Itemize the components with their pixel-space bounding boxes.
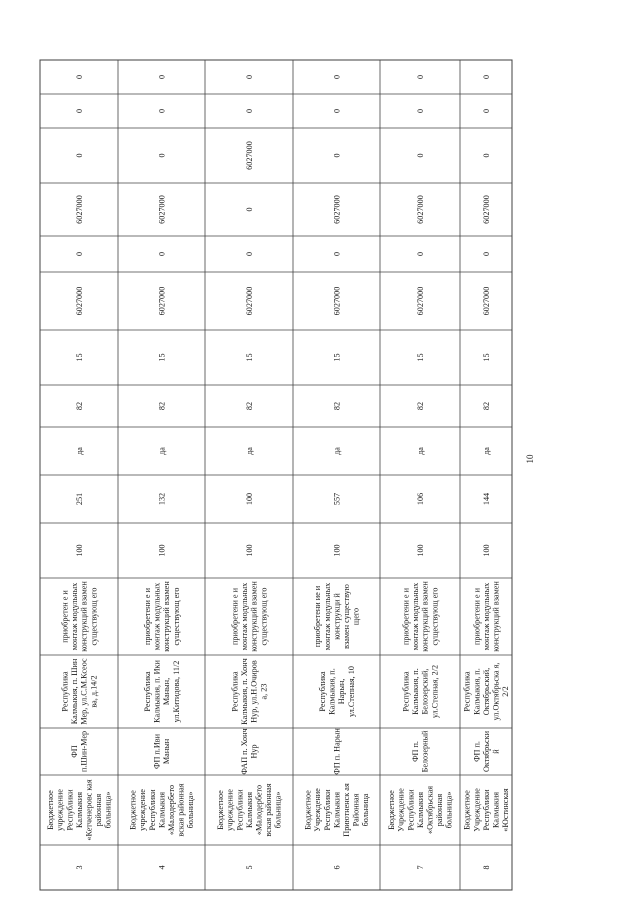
cell-address: РеспубликаКалмыкия, п.Белозерский,ул.Степная, 2/2 xyxy=(401,664,440,719)
cell-c15: 0 xyxy=(415,108,425,114)
cell-c13: 0 xyxy=(244,207,254,212)
cell-c11: 6027000 xyxy=(481,286,491,316)
cell-address: РеспубликаКалмыкия, п. ШинМер, ул.С.М.Ксеосва, д.14/2 xyxy=(60,658,99,725)
cell-c14: 6027000 xyxy=(244,141,254,170)
cell-c16: 0 xyxy=(157,74,167,80)
cell-object: ФП п.Октябрьский xyxy=(472,730,501,773)
cell-c14: 0 xyxy=(332,153,342,158)
cell-object: ФАП п. ХончНур xyxy=(240,728,259,775)
cell-c14: 0 xyxy=(415,153,425,158)
cell-work: приобретени е имонтаж модульныхконструкций взаменсуществующ его xyxy=(230,581,269,652)
cell-c13: 6027000 xyxy=(74,195,84,224)
cell-pct: 100 xyxy=(157,544,167,557)
cell-c14: 0 xyxy=(157,153,167,158)
cell-c13: 6027000 xyxy=(157,195,167,224)
cell-c15: 0 xyxy=(244,108,254,114)
cell-object: ФПп.Шин-Мер xyxy=(70,730,89,773)
cell-work: приобретени е имонтаж модульныхконструкций взаменсуществующ его xyxy=(142,581,181,652)
page-number: 10 xyxy=(525,454,535,464)
cell-c15: 0 xyxy=(481,108,491,114)
cell-c11: 6027000 xyxy=(332,286,342,316)
cell-c12: 0 xyxy=(74,251,84,257)
cell-c11: 6027000 xyxy=(157,286,167,316)
cell-object: ФП п.ИвиМанын xyxy=(152,733,172,770)
cell-c15: 0 xyxy=(332,108,342,114)
cell-work: приобретени е имонтаж модульныхконструкций взамен xyxy=(472,581,501,652)
table-row xyxy=(216,75,283,870)
cell-institution: БюджетноеУчреждениеРеспубликиКалмыкия«Октябрьскаярайоннаябольница» xyxy=(387,786,454,834)
cell-c9: 82 xyxy=(415,401,425,411)
cell-c7: 557 xyxy=(332,492,342,506)
cell-address: РеспубликаКалмыкия, п. ИкиМанын,ул.Китидова, 11/2 xyxy=(142,660,181,723)
cell-c11: 6027000 xyxy=(244,286,254,316)
table-row xyxy=(387,75,454,870)
cell-pct: 100 xyxy=(244,544,254,557)
cell-c8: да xyxy=(74,447,84,455)
cell-num: 7 xyxy=(415,865,425,870)
cell-c7: 144 xyxy=(481,492,491,506)
cell-num: 4 xyxy=(157,865,167,870)
cell-c7: 132 xyxy=(157,492,167,506)
cell-c9: 82 xyxy=(244,401,254,411)
cell-pct: 100 xyxy=(415,544,425,557)
cell-c15: 0 xyxy=(157,108,167,114)
cell-object: ФП п.Белозерный xyxy=(411,730,430,773)
cell-address: РеспубликаКалмыкия, п.Октябрьский,ул.Октябрьска я,2/2 xyxy=(462,662,511,721)
cell-c10: 15 xyxy=(332,353,342,362)
table-row xyxy=(463,75,510,870)
cell-c7: 251 xyxy=(74,492,84,506)
table-grid xyxy=(40,60,512,890)
cell-c12: 0 xyxy=(415,251,425,257)
cell-c8: да xyxy=(244,447,254,455)
table-row xyxy=(304,75,371,870)
cell-c9: 82 xyxy=(74,401,84,411)
table-row xyxy=(129,75,196,870)
cell-work: приобретени ие имонтаж модульныхконструкци йвзамен существующего xyxy=(313,582,361,651)
cell-institution: БюджетноеучреждениеРеспубликиКалмыкия«Малодербетовская районнаябольница» xyxy=(128,783,196,837)
cell-c12: 0 xyxy=(244,251,254,257)
cell-work: приобретен е имонтаж модульныхконструкций взаменсуществующ его xyxy=(60,581,99,652)
cell-c16: 0 xyxy=(244,74,254,80)
cell-c13: 6027000 xyxy=(415,195,425,224)
cell-pct: 100 xyxy=(481,544,491,557)
cell-num: 3 xyxy=(74,865,84,870)
cell-num: 6 xyxy=(332,865,342,870)
cell-num: 8 xyxy=(481,865,491,870)
cell-c7: 106 xyxy=(415,492,425,506)
cell-address: РеспубликаКалмыкия, п.Нарын,ул.Степная, 10 xyxy=(317,666,356,717)
cell-institution: БюджетноеучреждениеРеспубликиКалмыкия«Малодербетовская районнаябольница» xyxy=(216,783,283,837)
cell-c14: 0 xyxy=(481,153,491,158)
cell-object: ФП п. Нарын xyxy=(332,728,342,775)
cell-c7: 100 xyxy=(244,492,254,506)
cell-c10: 15 xyxy=(415,353,425,362)
cell-c12: 0 xyxy=(332,251,342,257)
cell-pct: 100 xyxy=(332,544,342,557)
cell-c10: 15 xyxy=(74,353,84,362)
cell-c16: 0 xyxy=(332,74,342,80)
cell-c16: 0 xyxy=(481,74,491,80)
cell-c16: 0 xyxy=(415,74,425,80)
cell-c10: 15 xyxy=(481,353,491,362)
cell-c10: 15 xyxy=(244,353,254,362)
cell-c14: 0 xyxy=(74,153,84,158)
cell-work: приобретени е имонтаж модульныхконструкций взаменсуществующ его xyxy=(401,581,440,652)
cell-c10: 15 xyxy=(157,353,167,362)
cell-c8: да xyxy=(157,447,167,455)
cell-pct: 100 xyxy=(74,544,84,557)
cell-c8: да xyxy=(415,447,425,455)
cell-c12: 0 xyxy=(157,251,167,257)
cell-institution: БюджетноеУчреждениеРеспубликиКалмыкияПриютненск аяРайоннаябольница xyxy=(303,783,371,837)
cell-c16: 0 xyxy=(74,74,84,80)
cell-institution: БюджетноеучреждениеРеспубликиКалмыкия«Кетченеровс каярайоннаябольница» xyxy=(46,779,113,841)
cell-c9: 82 xyxy=(332,401,342,411)
cell-num: 5 xyxy=(244,865,254,870)
cell-c9: 82 xyxy=(157,401,167,411)
cell-c8: да xyxy=(481,447,491,455)
cell-c13: 6027000 xyxy=(481,195,491,224)
cell-c15: 0 xyxy=(74,108,84,114)
cell-c11: 6027000 xyxy=(74,286,84,316)
table-row xyxy=(46,75,113,870)
cell-institution: БюджетноеУчреждениеРеспубликиКалмыкия«Юстинская xyxy=(462,788,511,832)
cell-address: РеспубликаКалмыкия, п. ХончНур, ул.Н.Очирова, 23 xyxy=(230,658,269,725)
cell-c13: 6027000 xyxy=(332,195,342,224)
cell-c12: 0 xyxy=(481,251,491,257)
cell-c11: 6027000 xyxy=(415,286,425,316)
cell-c8: да xyxy=(332,447,342,455)
cell-c9: 82 xyxy=(481,401,491,411)
